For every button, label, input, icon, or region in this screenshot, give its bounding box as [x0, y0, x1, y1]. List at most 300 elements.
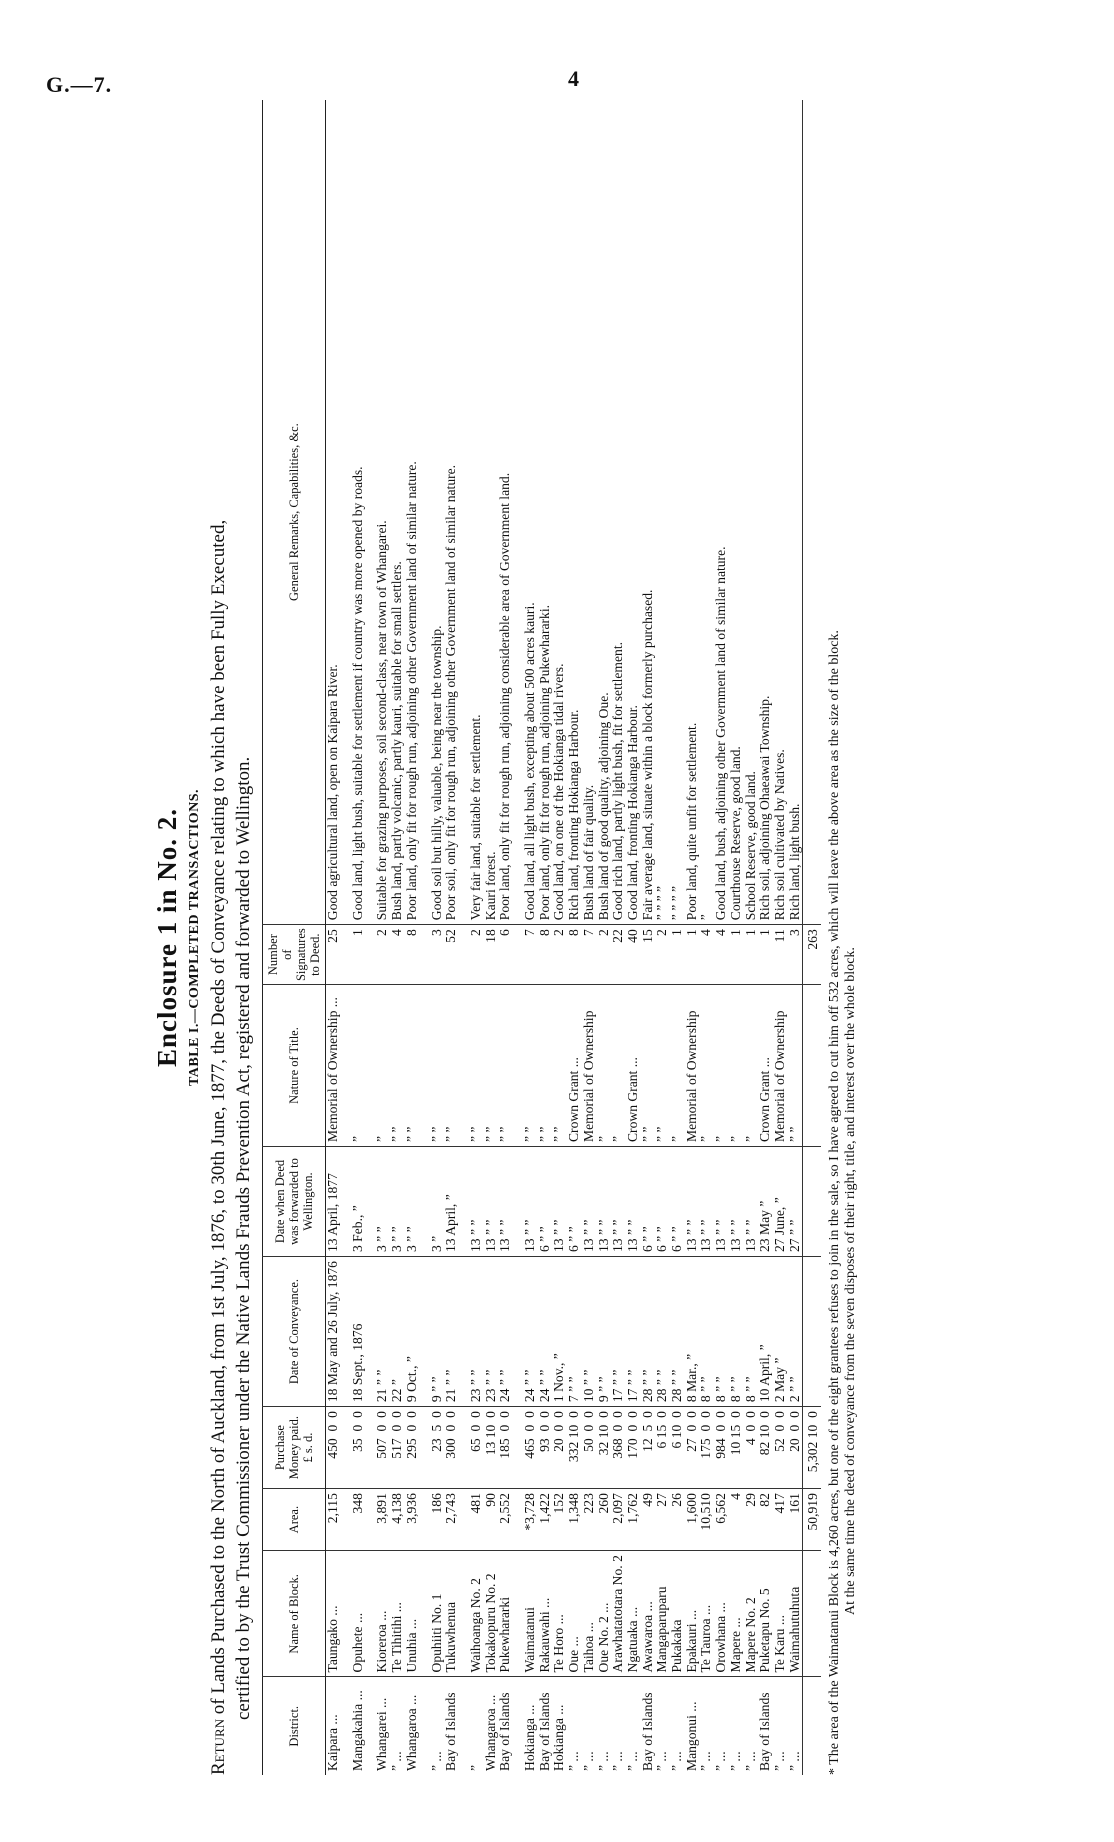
- cell-remarks: Fair average land, situate within a block formerly purchased.: [639, 589, 655, 921]
- col-money-label: Purchase Money paid.: [273, 1416, 301, 1480]
- cell-money: 50 0 0: [582, 1407, 597, 1489]
- cell-area: 82: [758, 1489, 773, 1551]
- cell-remarks: ” ” ” ”: [669, 885, 685, 921]
- cell-money: 93 0 0: [538, 1407, 553, 1489]
- cell-sig: 18: [484, 925, 499, 985]
- enclosure-title: Enclosure 1 in No. 2.: [152, 807, 182, 1068]
- cell-sig: 3: [430, 925, 445, 985]
- cell-title: ”: [611, 985, 626, 1147]
- cell-conv: 18 May and 26 July, 1876: [326, 1257, 341, 1407]
- cell-sig: 2: [375, 925, 390, 985]
- cell-fwd: 3 ” ”: [375, 1147, 390, 1257]
- cell-fwd: 6 ” ”: [641, 1147, 656, 1257]
- cell-area: 1,348: [567, 1489, 582, 1551]
- cell-fwd: 6 ” ”: [655, 1147, 670, 1257]
- cell-block: Mapere ...: [729, 1551, 744, 1677]
- cell-conv: 8 ” ”: [744, 1257, 759, 1407]
- cell-title: ” ”: [469, 985, 484, 1147]
- cell-area: 49: [641, 1489, 656, 1551]
- cell-money: 170 0 0: [626, 1407, 641, 1489]
- cell-area: 2,552: [498, 1489, 513, 1551]
- cell-money: 4 0 0: [744, 1407, 759, 1489]
- cell-remarks: Poor land, only fit for rough run, adjoining considerable area of Government land.: [497, 472, 513, 921]
- cell-sig: 8: [567, 925, 582, 985]
- table-row: [758, 100, 773, 1775]
- cell-fwd: 3 ” ”: [390, 1147, 405, 1257]
- cell-area: 4,138: [390, 1489, 405, 1551]
- cell-district: Whangaroa ...: [405, 1677, 420, 1775]
- table-row: [788, 100, 803, 1775]
- cell-district: Mangonui ...: [685, 1677, 700, 1775]
- cell-district: ”: [469, 1677, 484, 1775]
- cell-district: Bay of Islands: [498, 1677, 513, 1775]
- cell-remarks: Good land, fronting Hokianga Harbour.: [624, 705, 640, 921]
- cell-remarks: Very fair land, suitable for settlement.: [467, 714, 483, 921]
- row-spacer: [420, 100, 430, 1775]
- cell-area: 481: [469, 1489, 484, 1551]
- cell-area: 186: [430, 1489, 445, 1551]
- cell-sig: 2: [469, 925, 484, 985]
- cell-title: ” ”: [641, 985, 656, 1147]
- cell-district: ” ...: [729, 1677, 744, 1775]
- cell-block: Waimahutuhuta: [788, 1551, 803, 1677]
- cell-sig: 1: [685, 925, 700, 985]
- cell-sig: 1: [744, 925, 759, 985]
- cell-district: ” ...: [626, 1677, 641, 1775]
- cell-title: ”: [714, 985, 729, 1147]
- cell-money: 20 0 0: [788, 1407, 803, 1489]
- cell-area: 27: [655, 1489, 670, 1551]
- cell-sig: 4: [390, 925, 405, 985]
- cell-area: 260: [597, 1489, 612, 1551]
- cell-fwd: 13 ” ”: [611, 1147, 626, 1257]
- cell-conv: 10 April, ”: [758, 1257, 773, 1407]
- cell-money: 332 10 0: [567, 1407, 582, 1489]
- cell-district: ” ...: [655, 1677, 670, 1775]
- table-row: [611, 100, 626, 1775]
- cell-money: 295 0 0: [405, 1407, 420, 1489]
- table-row: [375, 100, 390, 1775]
- cell-conv: 8 ” ”: [699, 1257, 714, 1407]
- cell-fwd: 6 ” ”: [670, 1147, 685, 1257]
- cell-sig: 11: [773, 925, 788, 985]
- cell-conv: 21 ” ”: [444, 1257, 459, 1407]
- cell-fwd: 13 ” ”: [626, 1147, 641, 1257]
- cell-fwd: 27 ” ”: [788, 1147, 803, 1257]
- cell-money: 52 0 0: [773, 1407, 788, 1489]
- cell-sig: 22: [611, 925, 626, 985]
- cell-sig: 7: [582, 925, 597, 985]
- cell-fwd: 6 ” ”: [538, 1147, 553, 1257]
- cell-area: 152: [552, 1489, 567, 1551]
- cell-area: 223: [582, 1489, 597, 1551]
- cell-district: ” ...: [582, 1677, 597, 1775]
- cell-area: 26: [670, 1489, 685, 1551]
- cell-sig: 6: [498, 925, 513, 985]
- cell-conv: 23 ” ”: [469, 1257, 484, 1407]
- cell-conv: 21 ” ”: [375, 1257, 390, 1407]
- cell-conv: 23 ” ”: [484, 1257, 499, 1407]
- cell-conv: 8 Mar., ”: [685, 1257, 700, 1407]
- cell-money: 32 10 0: [597, 1407, 612, 1489]
- cell-area: 10,510: [699, 1489, 714, 1551]
- cell-sig: 4: [714, 925, 729, 985]
- cell-money: 27 0 0: [685, 1407, 700, 1489]
- cell-title: ”: [729, 985, 744, 1147]
- cell-area: 3,936: [405, 1489, 420, 1551]
- cell-block: Awawaroa ...: [641, 1551, 656, 1677]
- cell-fwd: 13 ” ”: [552, 1147, 567, 1257]
- table-row: [567, 100, 582, 1775]
- cell-title: ” ”: [498, 985, 513, 1147]
- cell-remarks: Bush land, partly volcanic, partly kauri, suitable for small settlers.: [389, 561, 405, 921]
- cell-sig: 1: [670, 925, 685, 985]
- cell-block: Taungako ...: [326, 1551, 341, 1677]
- cell-title: ” ”: [655, 985, 670, 1147]
- return-title-line1: of Lands Purchased to the North of Auckland, from 1st July, 1876, to 30th June, 1877, the Deeds of Conveyance relating to which have been Fully Executed,: [208, 519, 229, 1719]
- cell-area: 2,097: [611, 1489, 626, 1551]
- cell-fwd: 13 ” ”: [699, 1147, 714, 1257]
- col-block: Name of Block.: [263, 1551, 326, 1677]
- col-conveyance: Date of Conveyance.: [263, 1257, 326, 1407]
- cell-remarks: Kauri forest.: [482, 851, 498, 921]
- cell-district: Hokianga ...: [523, 1677, 538, 1775]
- cell-title: Memorial of Ownership: [685, 985, 700, 1147]
- cell-block: Waimatanui: [523, 1551, 538, 1677]
- cell-area: 3,891: [375, 1489, 390, 1551]
- cell-money: 23 5 0: [430, 1407, 445, 1489]
- cell-area: 1,762: [626, 1489, 641, 1551]
- cell-area: 90: [484, 1489, 499, 1551]
- totals-row: [803, 100, 821, 1775]
- cell-money: 517 0 0: [390, 1407, 405, 1489]
- cell-sig: 40: [626, 925, 641, 985]
- cell-block: Opuhiiti No. 1: [430, 1551, 445, 1677]
- cell-fwd: 3 ” ”: [405, 1147, 420, 1257]
- cell-district: ” ...: [744, 1677, 759, 1775]
- cell-conv: 7 ” ”: [567, 1257, 582, 1407]
- footnote-line1: * The area of the Waimatanui Block is 4,260 acres, but one of the eight grantees refuses to join in the sale, so I have agreed to cut him off 532 acres, which will leave the above area as the size of the block.: [827, 630, 843, 1775]
- table-row: [744, 100, 759, 1775]
- cell-district: Bay of Islands: [538, 1677, 553, 1775]
- cell-area: 161: [788, 1489, 803, 1551]
- cell-remarks: Poor soil, only fit for rough run, adjoining other Government land of similar nature.: [443, 464, 459, 921]
- cell-remarks: Rich soil, adjoining Ohaeawai Township.: [757, 695, 773, 921]
- cell-remarks: Good soil but hilly, valuable, being near the township.: [428, 625, 444, 921]
- cell-title: ”: [699, 985, 714, 1147]
- cell-remarks: Rich soil cultivated by Natives.: [771, 749, 787, 921]
- cell-money: 10 15 0: [729, 1407, 744, 1489]
- cell-money: 450 0 0: [326, 1407, 341, 1489]
- row-spacer: [365, 100, 375, 1775]
- table-row: [444, 100, 459, 1775]
- cell-area: 4: [729, 1489, 744, 1551]
- cell-fwd: 13 April, 1877: [326, 1147, 341, 1257]
- col-money-units: £ s. d.: [301, 1432, 315, 1463]
- cell-fwd: 13 ” ”: [523, 1147, 538, 1257]
- return-title: [206, 100, 256, 1775]
- cell-conv: 22 ”: [390, 1257, 405, 1407]
- cell-conv: 9 Oct., ”: [405, 1257, 420, 1407]
- cell-fwd: 13 ” ”: [597, 1147, 612, 1257]
- cell-block: Tukuwhenua: [444, 1551, 459, 1677]
- cell-district: ” ...: [430, 1677, 445, 1775]
- cell-area: 1,600: [685, 1489, 700, 1551]
- cell-title: ” ”: [788, 985, 803, 1147]
- col-money: [263, 1407, 326, 1489]
- cell-sig: 7: [523, 925, 538, 985]
- cell-remarks: Good land, on one of the Hokianga tidal rivers.: [551, 663, 567, 921]
- col-district: District.: [263, 1677, 326, 1775]
- cell-title: ” ”: [444, 985, 459, 1147]
- cell-title: Memorial of Ownership: [773, 985, 788, 1147]
- table-row: [538, 100, 553, 1775]
- table-row: [469, 100, 484, 1775]
- cell-remarks: Poor land, quite unfit for settlement.: [683, 722, 699, 921]
- cell-fwd: 13 ” ”: [729, 1147, 744, 1257]
- cell-area: 29: [744, 1489, 759, 1551]
- cell-block: Rakauwahi ...: [538, 1551, 553, 1677]
- cell-title: ” ”: [523, 985, 538, 1147]
- cell-block: Mapere No. 2: [744, 1551, 759, 1677]
- cell-district: ” ...: [670, 1677, 685, 1775]
- cell-money: 175 0 0: [699, 1407, 714, 1489]
- cell-district: ” ...: [597, 1677, 612, 1775]
- cell-title: Crown Grant ...: [626, 985, 641, 1147]
- cell-conv: 24 ” ”: [498, 1257, 513, 1407]
- table-row: [626, 100, 641, 1775]
- cell-district: Whangaroa ...: [484, 1677, 499, 1775]
- cell-conv: 8 ” ”: [714, 1257, 729, 1407]
- cell-district: ” ...: [699, 1677, 714, 1775]
- cell-money: 20 0 0: [552, 1407, 567, 1489]
- cell-block: Opuhete ...: [351, 1551, 366, 1677]
- cell-block: Oue ...: [567, 1551, 582, 1677]
- table-row: [699, 100, 714, 1775]
- cell-block: Te Horo ...: [552, 1551, 567, 1677]
- table-row: [670, 100, 685, 1775]
- cell-block: Oue No. 2 ...: [597, 1551, 612, 1677]
- cell-title: ” ”: [552, 985, 567, 1147]
- cell-title: ” ”: [405, 985, 420, 1147]
- cell-fwd: 3 ”: [430, 1147, 445, 1257]
- cell-title: ”: [375, 985, 390, 1147]
- table-row: [552, 100, 567, 1775]
- table-row: [714, 100, 729, 1775]
- cell-sig: 52: [444, 925, 459, 985]
- cell-block: Te Tihitihi ...: [390, 1551, 405, 1677]
- cell-fwd: 13 ” ”: [582, 1147, 597, 1257]
- cell-block: Arawhatatotara No. 2: [611, 1551, 626, 1677]
- cell-block: Te Tauroa ...: [699, 1551, 714, 1677]
- table-header-row: [263, 100, 326, 1775]
- cell-title: Memorial of Ownership: [582, 985, 597, 1147]
- cell-conv: 1 Nov., ”: [552, 1257, 567, 1407]
- cell-remarks: Poor land, only fit for rough run, adjoining Pukewhararki.: [536, 604, 552, 921]
- cell-sig: 2: [552, 925, 567, 985]
- cell-fwd: 13 ” ”: [714, 1147, 729, 1257]
- cell-remarks: Poor land, only fit for rough run, adjoining other Government land of similar nature.: [403, 461, 419, 921]
- table-row: [484, 100, 499, 1775]
- cell-district: Mangakahia ...: [351, 1677, 366, 1775]
- table-row: [405, 100, 420, 1775]
- cell-conv: 24 ” ”: [523, 1257, 538, 1407]
- cell-fwd: 13 ” ”: [484, 1147, 499, 1257]
- cell-conv: 9 ” ”: [430, 1257, 445, 1407]
- cell-title: Crown Grant ...: [758, 985, 773, 1147]
- cell-title: ” ”: [430, 985, 445, 1147]
- cell-conv: 17 ” ”: [611, 1257, 626, 1407]
- cell-money: 6 15 0: [655, 1407, 670, 1489]
- cell-money: 300 0 0: [444, 1407, 459, 1489]
- cell-fwd: 13 ” ”: [744, 1147, 759, 1257]
- cell-fwd: 13 ” ”: [498, 1147, 513, 1257]
- cell-money: 465 0 0: [523, 1407, 538, 1489]
- cell-block: Orowhana ...: [714, 1551, 729, 1677]
- table-row: [430, 100, 445, 1775]
- cell-fwd: 6 ” ”: [567, 1147, 582, 1257]
- table-row: [351, 100, 366, 1775]
- table-row: [655, 100, 670, 1775]
- cell-money: 6 10 0: [670, 1407, 685, 1489]
- cell-conv: 10 ” ”: [582, 1257, 597, 1407]
- cell-conv: 24 ” ”: [538, 1257, 553, 1407]
- rotated-page-content: [150, 100, 1050, 1775]
- cell-area: 348: [351, 1489, 366, 1551]
- table-row: [390, 100, 405, 1775]
- cell-area: 2,115: [326, 1489, 341, 1551]
- cell-area: 1,422: [538, 1489, 553, 1551]
- cell-area: *3,728: [523, 1489, 538, 1551]
- cell-remarks: Rich land, fronting Hokianga Harbour.: [566, 709, 582, 921]
- cell-conv: 28 ” ”: [655, 1257, 670, 1407]
- cell-sig: 1: [729, 925, 744, 985]
- cell-title: Memorial of Ownership ...: [326, 985, 341, 1147]
- cell-remarks: Good land, all light bush, excepting about 500 acres kauri.: [522, 602, 538, 921]
- cell-block: Te Karu ...: [773, 1551, 788, 1677]
- return-word: Return: [208, 1718, 229, 1775]
- cell-sig: 4: [699, 925, 714, 985]
- cell-conv: 18 Sept., 1876: [351, 1257, 366, 1407]
- cell-block: Unuhia ...: [405, 1551, 420, 1677]
- table-row: [523, 100, 538, 1775]
- cell-money: 13 10 0: [484, 1407, 499, 1489]
- cell-title: Crown Grant ...: [567, 985, 582, 1147]
- cell-money: 368 0 0: [611, 1407, 626, 1489]
- cell-conv: 17 ” ”: [626, 1257, 641, 1407]
- cell-title: ”: [351, 985, 366, 1147]
- cell-remarks: Good land, light bush, suitable for settlement if country was more opened by roads.: [349, 466, 365, 921]
- cell-block: Puketapu No. 5: [758, 1551, 773, 1677]
- cell-conv: 9 ” ”: [597, 1257, 612, 1407]
- cell-title: ”: [744, 985, 759, 1147]
- row-spacer: [459, 100, 469, 1775]
- cell-block: Epakauri ...: [685, 1551, 700, 1677]
- cell-money: 507 0 0: [375, 1407, 390, 1489]
- col-remarks: General Remarks, Capabilities, &c.: [263, 100, 326, 925]
- cell-block: Mangaparuparu: [655, 1551, 670, 1677]
- cell-remarks: ”: [698, 914, 714, 921]
- table-row: [773, 100, 788, 1775]
- cell-fwd: 13 ” ”: [685, 1147, 700, 1257]
- cell-block: Waihoanga No. 2: [469, 1551, 484, 1677]
- cell-block: Pukewhararki: [498, 1551, 513, 1677]
- cell-district: Bay of Islands: [641, 1677, 656, 1775]
- cell-fwd: 13 ” ”: [469, 1147, 484, 1257]
- cell-block: Tokakopuru No. 2: [484, 1551, 499, 1677]
- cell-sig: 3: [788, 925, 803, 985]
- cell-fwd: 3 Feb., ”: [351, 1147, 366, 1257]
- return-title-line2: certified to by the Trust Commissioner under the Native Lands Frauds Prevention Act, registered and forwarded to Wellington.: [233, 756, 254, 1720]
- table-body: [326, 100, 803, 1775]
- footnote: [827, 100, 859, 1775]
- cell-conv: 2 ” ”: [788, 1257, 803, 1407]
- cell-district: ” ...: [773, 1677, 788, 1775]
- cell-district: ” ...: [714, 1677, 729, 1775]
- cell-money: 82 10 0: [758, 1407, 773, 1489]
- cell-remarks: Good agricultural land, open on Kaipara River.: [325, 664, 340, 921]
- cell-conv: 8 ” ”: [729, 1257, 744, 1407]
- cell-remarks: Bush land of good quality, adjoining Oue.: [595, 692, 611, 921]
- row-spacer: [341, 100, 351, 1775]
- cell-title: ” ”: [484, 985, 499, 1147]
- cell-district: ” ...: [611, 1677, 626, 1775]
- col-title: Nature of Title.: [263, 985, 326, 1147]
- table-row: [597, 100, 612, 1775]
- cell-money: 984 0 0: [714, 1407, 729, 1489]
- table-row: [498, 100, 513, 1775]
- cell-conv: 28 ” ”: [670, 1257, 685, 1407]
- cell-remarks: ” ” ” ”: [654, 885, 670, 921]
- cell-conv: 28 ” ”: [641, 1257, 656, 1407]
- page-number: 4: [568, 66, 579, 91]
- cell-sig: 1: [351, 925, 366, 985]
- cell-title: ” ”: [538, 985, 553, 1147]
- total-area: 50,919: [803, 1489, 821, 1551]
- cell-sig: 1: [758, 925, 773, 985]
- cell-sig: 25: [326, 925, 341, 985]
- cell-title: ”: [597, 985, 612, 1147]
- table-row: [582, 100, 597, 1775]
- cell-remarks: School Reserve, good land.: [742, 771, 758, 921]
- cell-money: 12 5 0: [641, 1407, 656, 1489]
- cell-district: ” ...: [567, 1677, 582, 1775]
- cell-block: Taihoa ...: [582, 1551, 597, 1677]
- cell-fwd: 13 April, ”: [444, 1147, 459, 1257]
- cell-district: Kaipara ...: [326, 1677, 341, 1775]
- table-row: [641, 100, 656, 1775]
- cell-sig: 15: [641, 925, 656, 985]
- table-caption: TABLE I.—COMPLETED TRANSACTIONS.: [187, 788, 202, 1087]
- table-row: [685, 100, 700, 1775]
- cell-money: 65 0 0: [469, 1407, 484, 1489]
- footnote-line2: At the same time the deed of conveyance from the seven disposes of their right, title, and interest over the whole block.: [843, 947, 859, 1615]
- cell-fwd: 27 June, ”: [773, 1147, 788, 1257]
- total-signatures: 263: [803, 925, 821, 985]
- cell-block: Pukakaka: [670, 1551, 685, 1677]
- cell-area: 6,562: [714, 1489, 729, 1551]
- cell-sig: 2: [597, 925, 612, 985]
- cell-title: ” ”: [390, 985, 405, 1147]
- table-row: [729, 100, 744, 1775]
- table-row: [326, 100, 341, 1775]
- cell-sig: 2: [655, 925, 670, 985]
- col-forwarded: Date when Deed was forwarded to Wellington.: [263, 1147, 326, 1257]
- cell-district: ” ...: [390, 1677, 405, 1775]
- cell-sig: 8: [405, 925, 420, 985]
- cell-district: Bay of Islands: [758, 1677, 773, 1775]
- cell-district: Hokianga ...: [552, 1677, 567, 1775]
